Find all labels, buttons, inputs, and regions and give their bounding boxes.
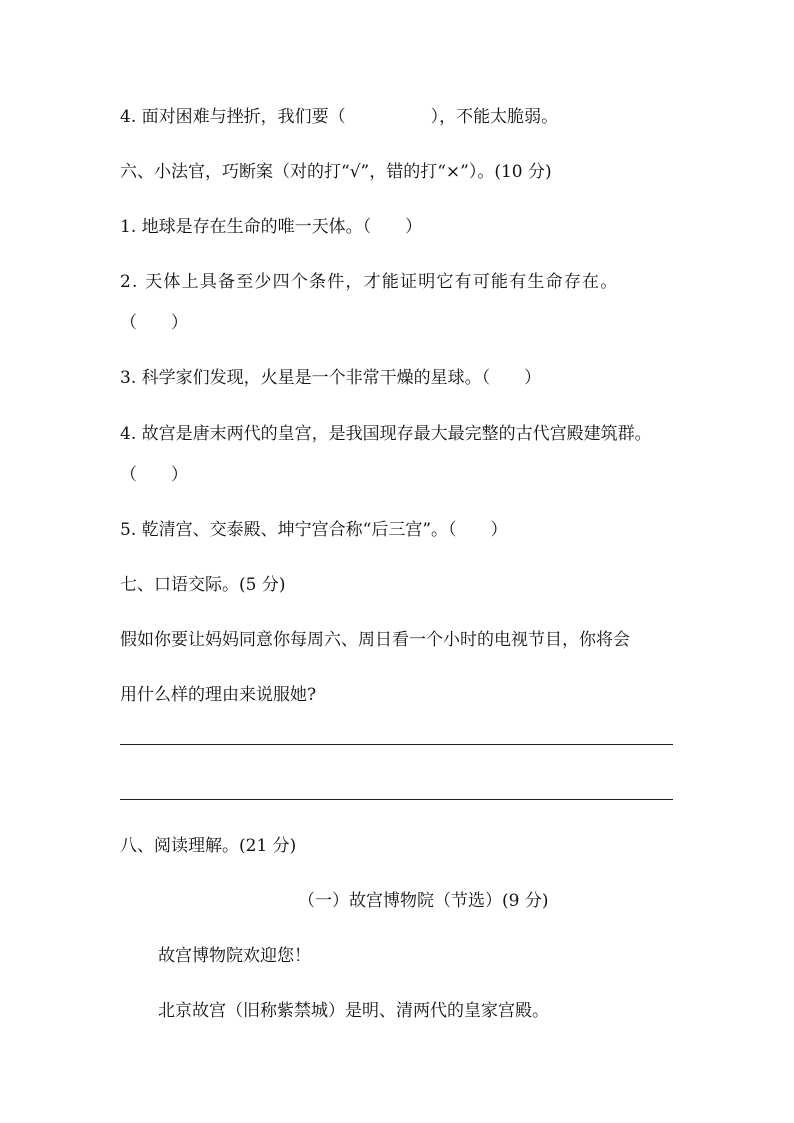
judgment-item-2: 2. 天体上具备至少四个条件，才能证明它有可能有生命存在。 [120,272,619,292]
section-6-title: 六、小法官，巧断案（对的打“√”，错的打“×”）。(10 分) [120,162,552,182]
section-7-prompt-line-2: 用什么样的理由来说服她? [120,685,317,705]
answer-line-2[interactable] [120,799,673,800]
judgment-item-4-blank: （ ） [120,465,188,485]
passage-paragraph-1: 故宫博物院欢迎您！ [158,946,311,966]
answer-line-1[interactable] [120,744,673,745]
passage-paragraph-2: 北京故宫（旧称紫禁城）是明、清两代的皇家宫殿。 [158,1001,549,1021]
passage-title: （一）故宫博物院（节选）(9 分) [298,891,549,911]
judgment-item-3: 3. 科学家们发现，火星是一个非常干燥的星球。（ ） [120,368,542,388]
judgment-item-4: 4. 故宫是唐末两代的皇宫，是我国现存最大最完整的古代宫殿建筑群。 [120,424,652,444]
section-7-prompt-line-1: 假如你要让妈妈同意你每周六、周日看一个小时的电视节目，你将会 [120,630,630,650]
judgment-item-5: 5. 乾清宫、交泰殿、坤宁宫合称“后三宫”。（ ） [120,520,508,540]
section-8-title: 八、阅读理解。(21 分) [120,836,297,856]
question-5-4: 4. 面对困难与挫折，我们要（ ），不能太脆弱。 [120,107,559,127]
judgment-item-1: 1. 地球是存在生命的唯一天体。（ ） [120,217,423,237]
judgment-item-2-blank: （ ） [120,313,188,333]
section-7-title: 七、口语交际。(5 分) [120,575,286,595]
